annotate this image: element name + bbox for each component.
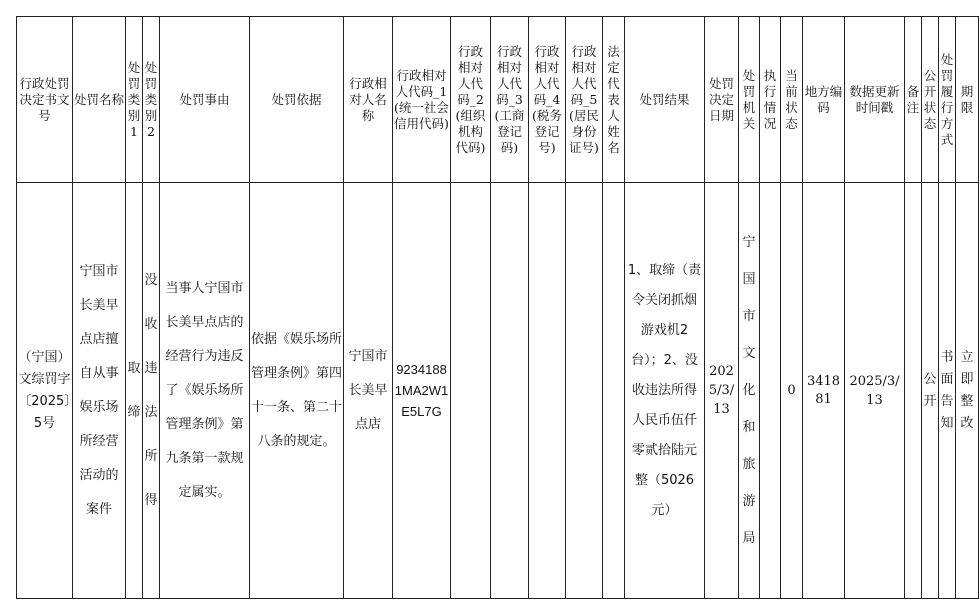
header-decision-date: 处罚决定日期 [705,17,739,183]
case-name-cell: 宁国市长美早点店擅自从事娱乐场所经营活动的案件 [73,183,126,599]
region-code-cell: 341881 [803,183,845,599]
update-time-cell: 2025/3/13 [845,183,905,599]
party-name-cell: 宁国市长美早点店 [344,183,393,599]
header-current-status: 当前状态 [781,17,803,183]
reason-cell: 当事人宁国市长美早点店的经营行为违反了《娱乐场所管理条例》第九条第一款规定属实。 [160,183,250,599]
header-update-time: 数据更新时间戳 [845,17,905,183]
table-row [17,183,979,599]
header-party-name: 行政相对人名称 [344,17,393,183]
current-status-cell: 0 [781,183,803,599]
legal-rep-cell [603,183,625,599]
header-region-code: 地方编码 [803,17,845,183]
penalty-table [16,16,979,599]
category-1-cell: 取缔 [126,183,143,599]
header-case-name: 处罚名称 [73,17,126,183]
header-execution: 执行情况 [760,17,781,183]
header-code-4: 行政相对人代码_4(税务登记号) [529,17,566,183]
public-status-cell: 公开 [922,183,939,599]
execution-cell [760,183,781,599]
deadline-cell: 立即整改 [956,183,979,599]
header-deadline: 期限 [956,17,979,183]
header-fulfillment: 处罚履行方式 [939,17,956,183]
header-result: 处罚结果 [625,17,705,183]
decision-no-cell: （宁国）文综罚字〔2025〕5号 [17,183,73,599]
header-code-2: 行政相对人代码_2(组织机构代码) [451,17,491,183]
org-code-cell [451,183,491,599]
header-category-1: 处罚类别1 [126,17,143,183]
fulfillment-cell: 书面告知 [939,183,956,599]
header-authority: 处罚机关 [739,17,760,183]
header-category-2: 处罚类别2 [143,17,160,183]
header-decision-no: 行政处罚决定书文号 [17,17,73,183]
header-reason: 处罚事由 [160,17,250,183]
header-remarks: 备注 [905,17,922,183]
authority-cell: 宁国市文化和旅游局 [739,183,760,599]
header-basis: 处罚依据 [250,17,344,183]
credit-code-cell: 92341881MA2W1E5L7G [393,183,451,599]
header-code-1: 行政相对人代码_1(统一社会信用代码) [393,17,451,183]
id-card-cell [566,183,603,599]
header-code-5: 行政相对人代码_5(居民身份证号) [566,17,603,183]
header-code-3: 行政相对人代码_3(工商登记码) [491,17,529,183]
basis-cell: 依据《娱乐场所管理条例》第四十一条、第二十八条的规定。 [250,183,344,599]
header-row [17,17,979,183]
business-reg-cell [491,183,529,599]
header-legal-rep: 法定代表人姓名 [603,17,625,183]
tax-reg-cell [529,183,566,599]
remarks-cell [905,183,922,599]
header-public-status: 公开状态 [922,17,939,183]
category-2-cell: 没收违法所得 [143,183,160,599]
result-cell: 1、取缔（责令关闭抓烟游戏机2台）；2、没收违法所得人民币伍仟零贰拾陆元整（5026元） [625,183,705,599]
decision-date-cell: 2025/3/13 [705,183,739,599]
